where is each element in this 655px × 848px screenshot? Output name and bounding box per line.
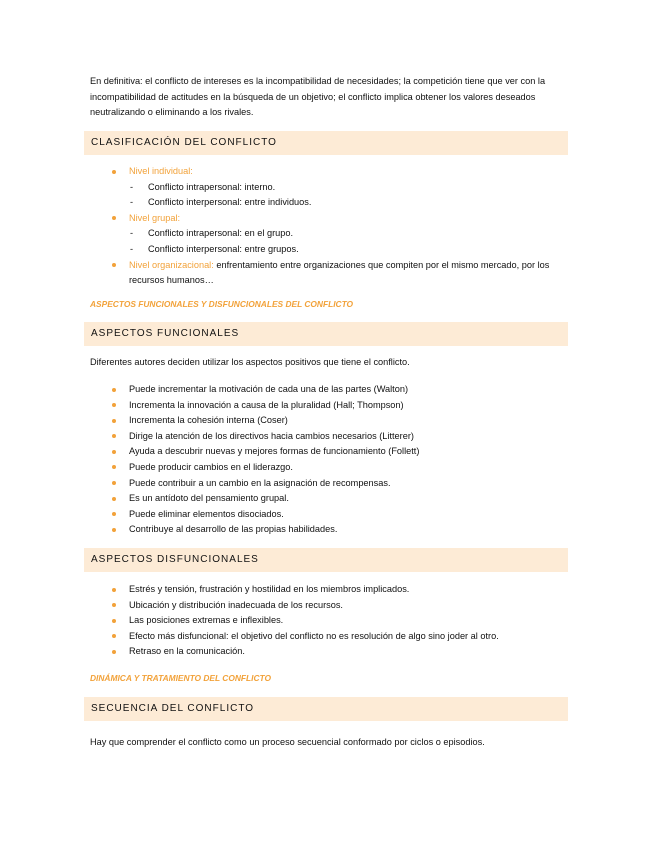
list-item bbox=[112, 522, 572, 538]
list-item-text: Retraso en la comunicación. bbox=[129, 646, 245, 657]
bullet-icon bbox=[112, 634, 116, 638]
level-label: Nivel individual: bbox=[129, 166, 193, 176]
disfuncionales-list bbox=[112, 582, 572, 660]
level-description: enfrentamiento entre organizaciones que compiten por el mismo mercado, por los recursos humanos… bbox=[129, 259, 550, 286]
list-item-text: Incrementa la innovación a causa de la pluralidad (Hall; Thompson) bbox=[129, 399, 404, 410]
list-item bbox=[112, 598, 572, 614]
list-item bbox=[112, 460, 572, 476]
bullet-icon bbox=[112, 388, 116, 392]
list-item bbox=[112, 582, 572, 598]
list-item-text: Es un antídoto del pensamiento grupal. bbox=[129, 493, 289, 504]
list-item bbox=[112, 382, 572, 398]
clasificacion-list bbox=[112, 164, 572, 289]
sub-list-item: - Conflicto intrapersonal: en el grupo. bbox=[130, 228, 294, 239]
list-item-text: Puede eliminar elementos disociados. bbox=[129, 508, 284, 519]
sub-list-item: - Conflicto intrapersonal: interno. bbox=[130, 181, 276, 192]
level-label: Nivel organizacional: bbox=[129, 259, 214, 270]
list-item-text: Ubicación y distribución inadecuada de los recursos. bbox=[129, 599, 343, 610]
funcionales-list bbox=[112, 382, 572, 538]
bullet-icon bbox=[112, 603, 116, 607]
list-item bbox=[112, 444, 572, 460]
level-label: Nivel grupal: bbox=[129, 212, 181, 223]
intro-paragraph: En definitiva: el conflicto de intereses es la incompatibilidad de necesidades; la competición tiene que ver con la incompatibilidad de actitudes en la búsqueda de un objetivo; el conflicto implica obtener los valores deseados neutralizando o eliminando a los rivales. bbox=[90, 76, 546, 118]
list-item bbox=[112, 491, 572, 507]
bullet-icon bbox=[112, 497, 116, 501]
list-item bbox=[112, 413, 572, 429]
list-item-text: Estrés y tensión, frustración y hostilidad en los miembros implicados. bbox=[129, 584, 410, 594]
bullet-icon bbox=[112, 263, 116, 267]
list-item bbox=[112, 429, 572, 445]
bullet-icon bbox=[112, 434, 116, 438]
sub-list-item: - Conflicto interpersonal: entre individuos. bbox=[130, 197, 312, 208]
section-title: ASPECTOS DISFUNCIONALES bbox=[91, 554, 259, 565]
list-item bbox=[112, 398, 572, 414]
list-item-text: Ayuda a descubrir nuevas y mejores formas de funcionamiento (Follett) bbox=[129, 446, 420, 457]
section-title: ASPECTOS FUNCIONALES bbox=[91, 328, 240, 339]
section-header-clasificacion bbox=[84, 131, 568, 155]
list-item-text: Puede contribuir a un cambio en la asignación de recompensas. bbox=[129, 477, 391, 488]
bullet-icon bbox=[112, 512, 116, 516]
list-item-text: Las posiciones extremas e inflexibles. bbox=[129, 615, 284, 626]
list-item-text: Puede producir cambios en el liderazgo. bbox=[129, 461, 293, 472]
section-title: CLASIFICACIÓN DEL CONFLICTO bbox=[91, 137, 277, 148]
section-header-disfuncionales bbox=[84, 548, 568, 572]
section-header-secuencia bbox=[84, 697, 568, 721]
list-item bbox=[112, 507, 572, 523]
funcionales-intro: Diferentes autores deciden utilizar los aspectos positivos que tiene el conflicto. bbox=[90, 357, 410, 367]
list-item bbox=[112, 164, 572, 180]
list-item-text: Contribuye al desarrollo de las propias habilidades. bbox=[129, 524, 338, 535]
section-header-funcionales bbox=[84, 322, 568, 346]
list-item-text: Dirige la atención de los directivos hacia cambios necesarios (Litterer) bbox=[129, 430, 414, 441]
secuencia-paragraph: Hay que comprender el conflicto como un proceso secuencial conformado por ciclos o episodios. bbox=[90, 737, 485, 747]
bullet-icon bbox=[112, 588, 116, 592]
bullet-icon bbox=[112, 619, 116, 623]
bullet-icon bbox=[112, 419, 116, 423]
bullet-icon bbox=[112, 403, 116, 407]
section-title: SECUENCIA DEL CONFLICTO bbox=[91, 703, 255, 714]
bullet-icon bbox=[112, 216, 116, 220]
list-item bbox=[112, 258, 572, 289]
bullet-icon bbox=[112, 650, 116, 654]
sub-list-item: - Conflicto interpersonal: entre grupos. bbox=[130, 243, 299, 254]
list-item-text: Puede incrementar la motivación de cada una de las partes (Walton) bbox=[129, 384, 409, 394]
list-item-text: Efecto más disfuncional: el objetivo del conflicto no es resolución de algo sino joder al otro. bbox=[129, 630, 499, 641]
bullet-icon bbox=[112, 528, 116, 532]
subheading-dinamica: DINÁMICA Y TRATAMIENTO DEL CONFLICTO bbox=[90, 673, 271, 683]
list-item bbox=[112, 476, 572, 492]
subheading-aspectos: ASPECTOS FUNCIONALES Y DISFUNCIONALES DEL CONFLICTO bbox=[90, 299, 354, 309]
list-item bbox=[112, 629, 572, 645]
bullet-icon bbox=[112, 170, 116, 174]
bullet-icon bbox=[112, 481, 116, 485]
list-item bbox=[112, 613, 572, 629]
bullet-icon bbox=[112, 465, 116, 469]
list-item bbox=[112, 644, 572, 660]
list-item bbox=[112, 211, 572, 227]
bullet-icon bbox=[112, 450, 116, 454]
list-item-text: Incrementa la cohesión interna (Coser) bbox=[129, 415, 288, 426]
